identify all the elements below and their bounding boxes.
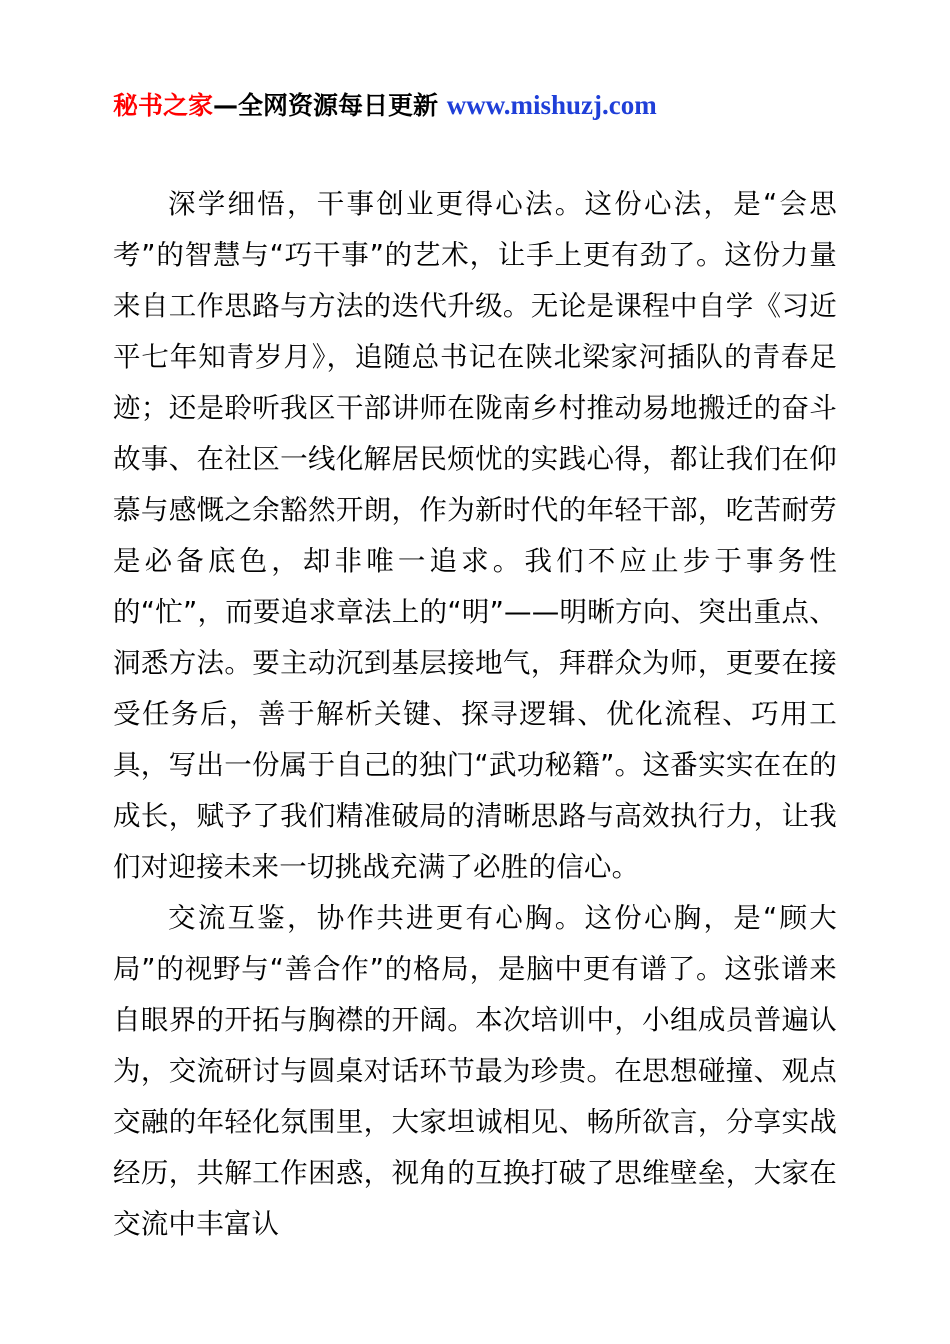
site-tagline-text: —全网资源每日更新 [213, 91, 447, 120]
document-body [113, 179, 837, 1250]
page-content [113, 0, 837, 1250]
site-brand-text: 秘书之家 [113, 91, 214, 120]
site-header [113, 88, 837, 123]
paragraph: 深学细悟，干事创业更得心法。这份心法，是“会思考”的智慧与“巧干事”的艺术，让手上更有劲了。这份力量来自工作思路与方法的迭代升级。无论是课程中自学《习近平七年知青岁月》，追随总书记在陕北梁家河插队的青春足迹；还是聆听我区干部讲师在陇南乡村推动易地搬迁的奋斗故事、在社区一线化解居民烦忧的实践心得，都让我们在仰慕与感慨之余豁然开朗，作为新时代的年轻干部，吃苦耐劳是必备底色，却非唯一追求。我们不应止步于事务性的“忙”，而要追求章法上的“明”——明晰方向、突出重点、洞悉方法。要主动沉到基层接地气，拜群众为师，更要在接受任务后，善于解析关键、探寻逻辑、优化流程、巧用工具，写出一份属于自己的独门“武功秘籍”。这番实实在在的成长，赋予了我们精准破局的清晰思路与高效执行力，让我们对迎接未来一切挑战充满了必胜的信心。 [113, 188, 837, 883]
paragraph: 交流互鉴，协作共进更有心胸。这份心胸，是“顾大局”的视野与“善合作”的格局，是脑中更有谱了。这张谱来自眼界的开拓与胸襟的开阔。本次培训中，小组成员普遍认为，交流研讨与圆桌对话环节最为珍贵。在思想碰撞、观点交融的年轻化氛围里，大家坦诚相见、畅所欲言，分享实战经历，共解工作困惑，视角的互换打破了思维壁垒，大家在交流中丰富认 [113, 902, 837, 1240]
site-url-text[interactable]: www.mishuzj.com [446, 90, 657, 120]
